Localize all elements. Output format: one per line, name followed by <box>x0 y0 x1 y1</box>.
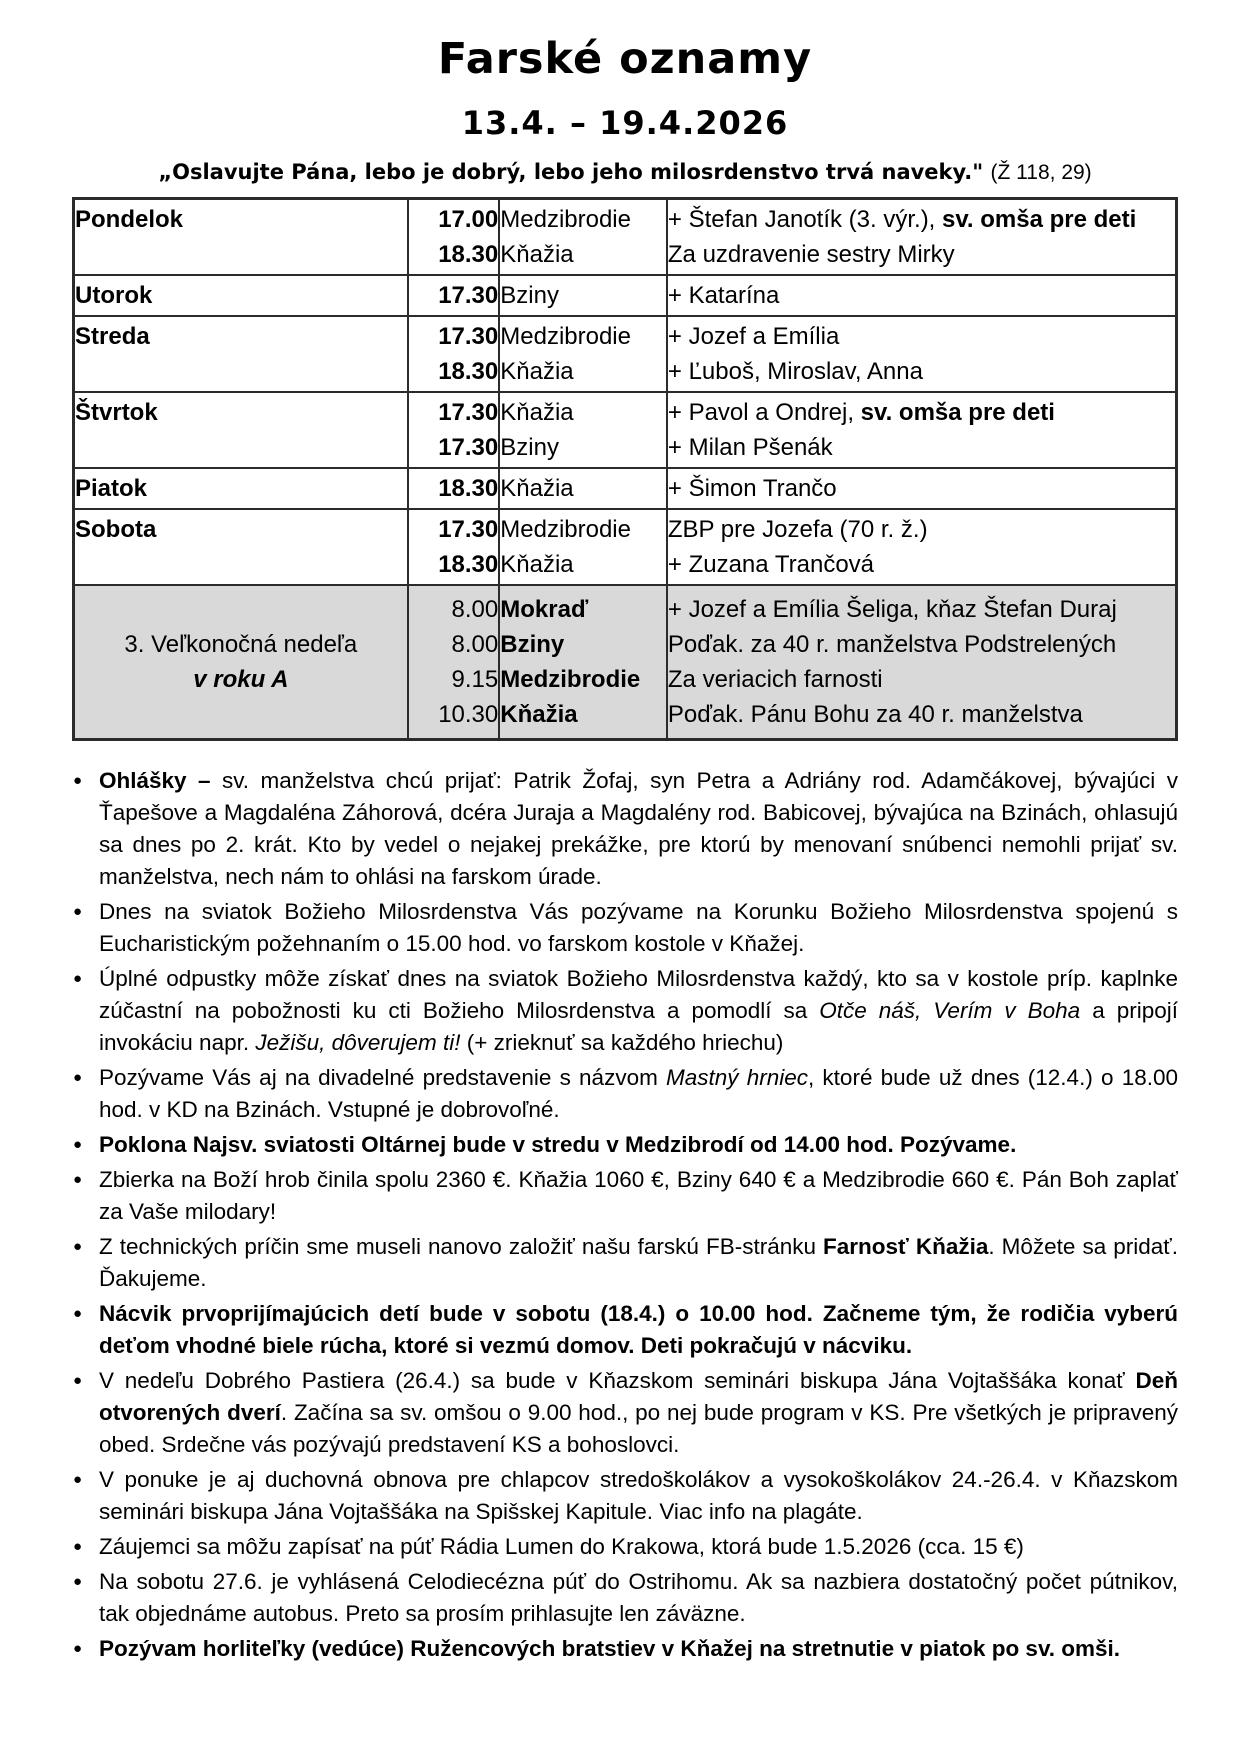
bullet-icon: ● <box>73 772 83 789</box>
announcement-text <box>99 1167 1178 1224</box>
text-segment: + Katarína <box>667 282 780 309</box>
announcement-text <box>99 1569 1178 1626</box>
bullet-icon: ● <box>73 903 83 920</box>
mass-place: Kňažia <box>500 551 574 578</box>
day-cell <box>74 275 408 316</box>
time-cell <box>408 468 500 509</box>
bullet-icon: ● <box>73 1171 83 1188</box>
mass-place: Kňažia <box>500 475 574 502</box>
scripture-quote <box>72 160 1178 185</box>
announcement-item <box>72 765 1178 893</box>
quote-reference: (Ž 118, 29) <box>990 161 1092 184</box>
mass-intention <box>668 547 1175 582</box>
text-segment: a pripojí invokáciu napr. <box>99 998 1178 1055</box>
mass-time: 18.30 <box>438 475 499 502</box>
text-segment: Za veriacich farnosti <box>667 666 883 693</box>
mass-place: Bziny <box>500 434 559 461</box>
text-segment: Ohlášky – <box>99 768 222 793</box>
announcement-item <box>72 1464 1178 1528</box>
mass-place: Mokraď <box>500 596 589 623</box>
bullet-icon: ● <box>73 1471 83 1488</box>
text-segment: Ježišu, dôverujem ti! <box>255 1030 461 1055</box>
bullet-icon: ● <box>73 1305 83 1322</box>
announcement-item <box>72 1129 1178 1161</box>
schedule-row <box>74 199 1177 276</box>
mass-time: 18.30 <box>438 551 499 578</box>
mass-time: 17.30 <box>438 323 499 350</box>
announcement-text <box>99 1065 1178 1122</box>
place-cell <box>499 509 667 585</box>
announcement-item <box>72 1062 1178 1126</box>
text-segment: Deň otvorených dverí <box>99 1368 1178 1425</box>
announcement-item <box>72 1164 1178 1228</box>
mass-intention <box>668 319 1175 354</box>
text-segment: Mastný hrniec <box>666 1065 808 1090</box>
intention-cell <box>667 316 1177 392</box>
text-segment: Dnes na sviatok Božieho Milosrdenstva Vás pozývame na Korunku Božieho Milosrdenstva spojenú s Eucharistickým požehnaním o 15.00 hod. vo farskom kostole v Kňažej. <box>99 899 1178 956</box>
mass-time: 17.30 <box>438 516 499 543</box>
text-segment: (+ zrieknuť sa každého hriechu) <box>460 1030 784 1055</box>
text-segment: Poďak. za 40 r. manželstva Podstrelených <box>667 631 1117 658</box>
mass-intention <box>668 237 1175 272</box>
mass-place: Kňažia <box>500 701 578 728</box>
text-segment: Na sobotu 27.6. je vyhlásená Celodiecézna púť do Ostrihomu. Ak sa nazbiera dostatočný počet pútnikov, tak objednáme autobus. Preto sa prosím prihlasujte len záväzne. <box>99 1569 1178 1626</box>
place-cell <box>499 585 667 740</box>
schedule-row <box>74 392 1177 468</box>
mass-time: 9.15 <box>451 666 499 693</box>
text-segment: Úplné odpustky môže získať dnes na sviatok Božieho Milosrdenstva každý, kto sa v kostole príp. kaplnke zúčastní na pobožnosti ku cti Božieho Milosrdenstva a pomodlí sa <box>99 966 1178 1023</box>
mass-time: 17.30 <box>438 434 499 461</box>
mass-schedule-body <box>74 199 1177 740</box>
bullet-icon: ● <box>73 1538 83 1555</box>
mass-time: 8.00 <box>451 631 499 658</box>
announcement-text <box>99 1132 1016 1157</box>
announcement-text <box>99 1534 1024 1559</box>
place-cell <box>499 199 667 276</box>
text-segment: Pozývam horliteľky (vedúce) Ružencových bratstiev v Kňažej na stretnutie v piatok po sv. omši. <box>99 1636 1121 1661</box>
text-segment: Z technických príčin sme museli nanovo založiť našu farskú FB-stránku <box>99 1234 824 1259</box>
day-label: Sobota <box>75 516 157 543</box>
announcement-item <box>72 963 1178 1059</box>
text-segment: Otče náš, Verím v Boha <box>819 998 1081 1023</box>
intention-cell <box>667 585 1177 740</box>
day-cell <box>74 316 408 392</box>
bullet-icon: ● <box>73 1136 83 1153</box>
bullet-icon: ● <box>73 1069 83 1086</box>
mass-intention <box>668 278 1175 313</box>
bullet-icon: ● <box>73 970 83 987</box>
text-segment: + Ľuboš, Miroslav, Anna <box>667 358 923 385</box>
day-label: Štvrtok <box>75 399 158 426</box>
page-title: Farské oznamy <box>437 34 813 84</box>
text-segment: , ktoré bude už dnes (12.4.) o 18.00 hod. v KD na Bzinách. Vstupné je dobrovoľné. <box>99 1065 1178 1122</box>
mass-place: Medzibrodie <box>500 516 631 543</box>
mass-place: Medzibrodie <box>500 206 631 233</box>
mass-time: 10.30 <box>438 701 499 728</box>
intention-cell <box>667 509 1177 585</box>
announcement-text <box>99 1301 1178 1358</box>
text-segment: + Jozef a Emília Šeliga, kňaz Štefan Duraj <box>667 596 1117 623</box>
time-cell <box>408 316 500 392</box>
mass-intention <box>668 395 1175 430</box>
announcement-text <box>99 899 1178 956</box>
day-label: Pondelok <box>75 206 184 233</box>
text-segment: + Jozef a Emília <box>667 323 840 350</box>
bullet-icon: ● <box>73 1573 83 1590</box>
mass-intention <box>668 430 1175 465</box>
announcement-text <box>99 1636 1120 1661</box>
text-segment: + Milan Pšenák <box>667 434 833 461</box>
mass-place: Medzibrodie <box>500 323 631 350</box>
mass-intention <box>668 354 1175 389</box>
text-segment: Za uzdravenie sestry Mirky <box>667 241 955 268</box>
time-cell <box>408 585 500 740</box>
announcement-item <box>72 1566 1178 1630</box>
announcement-item <box>72 1633 1178 1665</box>
day-label: Utorok <box>75 282 153 309</box>
text-segment: + Pavol a Ondrej, <box>667 399 861 426</box>
mass-intention <box>668 202 1175 237</box>
mass-place: Kňažia <box>500 241 574 268</box>
text-segment: Nácvik prvoprijímajúcich detí bude v sobotu (18.4.) o 10.00 hod. Začneme tým, že rodičia vyberú deťom vhodné biele rúcha, ktoré si vezmú domov. Deti pokračujú v nácviku. <box>99 1301 1178 1358</box>
schedule-row <box>74 316 1177 392</box>
text-segment: . Začína sa sv. omšou o 9.00 hod., po nej bude program v KS. Pre všetkých je pripravený obed. Srdečne vás pozývajú predstavení KS a bohoslovci. <box>99 1400 1178 1457</box>
day-cell <box>74 585 408 740</box>
place-cell <box>499 392 667 468</box>
text-segment: ZBP pre Jozefa (70 r. ž.) <box>667 516 928 543</box>
text-segment: V ponuke je aj duchovná obnova pre chlapcov stredoškolákov a vysokoškolákov 24.-26.4. v Kňazskom seminári biskupa Jána Vojtaššáka na Spišskej Kapitule. Viac info na plagáte. <box>99 1467 1178 1524</box>
time-cell <box>408 275 500 316</box>
day-label: Streda <box>75 323 150 350</box>
text-segment: sv. omša pre deti <box>860 399 1055 426</box>
time-cell <box>408 199 500 276</box>
mass-intention <box>668 471 1175 506</box>
text-segment: Zbierka na Boží hrob činila spolu 2360 €. Kňažia 1060 €, Bziny 640 € a Medzibrodie 660 €. Pán Boh zaplať za Vaše milodary! <box>99 1167 1178 1224</box>
text-segment: sv. manželstva chcú prijať: Patrik Žofaj, syn Petra a Adriány rod. Adamčákovej, bývajúci v Ťapešove a Magdaléna Záhorová, dcéra Juraja a Magdalény rod. Babicovej, bývajúca na Bzinách, ohlasujú sa dnes po 2. krát. Kto by vedel o nejakej prekážke, pre ktorú by menovaní snúbenci nemohli prijať sv. manželstva, nech nám to ohlási na farskom úrade. <box>99 768 1178 889</box>
place-cell <box>499 468 667 509</box>
mass-time: 18.30 <box>438 358 499 385</box>
mass-intention <box>668 627 1175 662</box>
mass-place: Kňažia <box>500 358 574 385</box>
text-segment: Poďak. Pánu Bohu za 40 r. manželstva <box>667 701 1083 728</box>
bullet-icon: ● <box>73 1640 83 1657</box>
announcements-list <box>72 765 1178 1665</box>
mass-intention <box>668 697 1175 732</box>
text-segment: Farnosť Kňažia <box>823 1234 989 1259</box>
mass-place: Kňažia <box>500 399 574 426</box>
announcement-item <box>72 1231 1178 1295</box>
announcement-item <box>72 1298 1178 1362</box>
mass-place: Bziny <box>500 631 565 658</box>
mass-time: 17.30 <box>438 282 499 309</box>
day-sublabel: v roku A <box>193 666 289 693</box>
text-segment: V nedeľu Dobrého Pastiera (26.4.) sa bude v Kňazskom seminári biskupa Jána Vojtaššáka konať <box>99 1368 1136 1393</box>
intention-cell <box>667 392 1177 468</box>
mass-intention <box>668 592 1175 627</box>
mass-time: 17.30 <box>438 399 499 426</box>
announcement-item <box>72 1531 1178 1563</box>
day-cell <box>74 392 408 468</box>
bullet-icon: ● <box>73 1372 83 1389</box>
day-cell <box>74 199 408 276</box>
place-cell <box>499 275 667 316</box>
day-cell <box>74 509 408 585</box>
text-segment: Záujemci sa môžu zapísať na púť Rádia Lumen do Krakowa, ktorá bude 1.5.2026 (cca. 15 €) <box>99 1534 1024 1559</box>
text-segment: . Môžete sa pridať. Ďakujeme. <box>99 1234 1178 1291</box>
time-cell <box>408 392 500 468</box>
schedule-row <box>74 509 1177 585</box>
mass-time: 17.00 <box>438 206 499 233</box>
text-segment: sv. omša pre deti <box>942 206 1137 233</box>
time-cell <box>408 509 500 585</box>
announcement-text <box>99 1467 1178 1524</box>
announcement-text <box>99 768 1178 889</box>
place-cell <box>499 316 667 392</box>
mass-place: Bziny <box>500 282 559 309</box>
announcement-item <box>72 896 1178 960</box>
quote-text: „Oslavujte Pána, lebo je dobrý, lebo jeho milosrdenstvo trvá naveky." <box>158 160 984 184</box>
text-segment: + Šimon Trančo <box>667 475 837 502</box>
text-segment: + Štefan Janotík (3. výr.), <box>667 206 943 233</box>
mass-time: 8.00 <box>451 596 499 623</box>
schedule-row <box>74 468 1177 509</box>
day-cell <box>74 468 408 509</box>
date-range: 13.4. – 19.4.2026 <box>461 104 789 142</box>
mass-time: 18.30 <box>438 241 499 268</box>
schedule-row <box>74 275 1177 316</box>
mass-schedule-table <box>72 197 1178 741</box>
announcement-text <box>99 1234 1178 1291</box>
intention-cell <box>667 275 1177 316</box>
text-segment: Poklona Najsv. sviatosti Oltárnej bude v stredu v Medzibrodí od 14.00 hod. Pozývame. <box>99 1132 1017 1157</box>
announcement-text <box>99 1368 1178 1457</box>
day-label: Piatok <box>75 475 148 502</box>
intention-cell <box>667 468 1177 509</box>
day-label: 3. Veľkonočná nedeľa <box>124 631 358 658</box>
text-segment: Pozývame Vás aj na divadelné predstavenie s názvom <box>99 1065 667 1090</box>
mass-place: Medzibrodie <box>500 666 641 693</box>
schedule-row <box>74 585 1177 740</box>
mass-intention <box>668 662 1175 697</box>
text-segment: + Zuzana Trančová <box>667 551 875 578</box>
intention-cell <box>667 199 1177 276</box>
announcement-item <box>72 1365 1178 1461</box>
mass-intention <box>668 512 1175 547</box>
announcement-text <box>99 966 1178 1055</box>
bullet-icon: ● <box>73 1238 83 1255</box>
